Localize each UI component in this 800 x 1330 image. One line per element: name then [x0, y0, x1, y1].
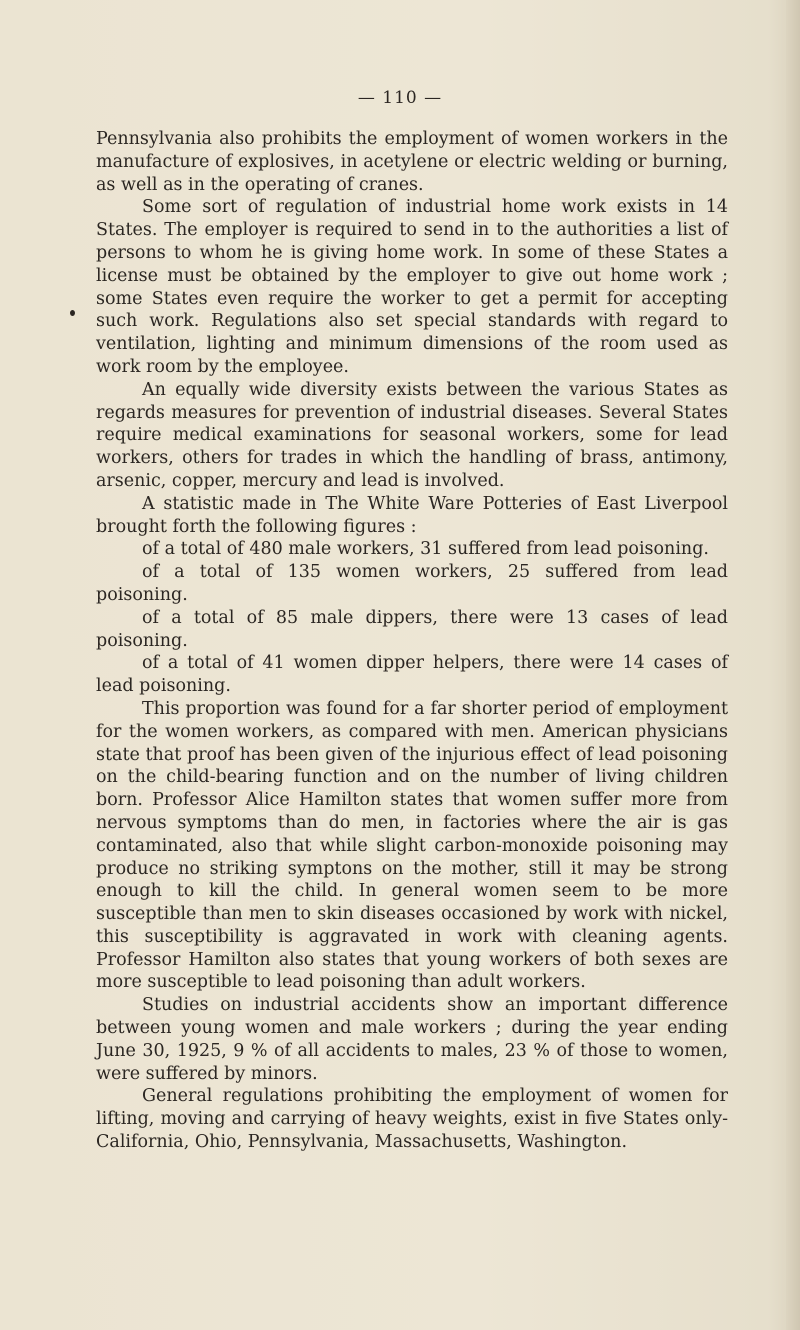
paragraph-statistic-intro: A statistic made in The White Ware Potteries of East Liverpool brought forth the following figures :	[96, 493, 728, 537]
statistic-item: of a total of 85 male dippers, there were 13 cases of lead poisoning.	[96, 607, 728, 651]
statistic-item: of a total of 135 women workers, 25 suffered from lead poisoning.	[96, 562, 728, 605]
page-number: — 110 —	[357, 88, 443, 108]
paragraph-accidents: Studies on industrial accidents show an important difference between young women and male workers ; during the year ending June 30, 1925, 9 % of all accidents to males, 23 % of those to women, were suffered by minors.	[96, 995, 728, 1084]
page-edge	[786, 0, 800, 1330]
paragraph-industrial-diseases: An equally wide diversity exists between the various States as regards measures for prevention of industrial diseases. Several States require medical examinations for seasonal workers, some for lead workers, others for trades in which the handling of brass, antimony, arsenic, copper, mercury and lead is involved.	[96, 379, 728, 491]
body-text	[96, 128, 728, 1154]
paragraph-explosives: Pennsylvania also prohibits the employment of women workers in the manufacture of explosives, in acetylene or electric welding or burning, as well as in the operating of cranes.	[96, 129, 728, 195]
paragraph-home-work: Some sort of regulation of industrial home work exists in 14 States. The employer is required to send in to the authorities a list of persons to whom he is giving home work. In some of these States a license must be obtained by the employer to give out home work ; some States even require the worker to get a permit for accepting such work. Regulations also set special standards with regard to ventilation, lighting and minimum dimensions of the room used as work room by the employee.	[96, 197, 728, 377]
margin-mark	[70, 310, 75, 316]
paragraph-heavy-weights: General regulations prohibiting the employment of women for lifting, moving and carrying of heavy weights, exist in five States only-California, Ohio, Pennsylvania, Massachusetts, Washington.	[96, 1086, 728, 1153]
statistic-item: of a total of 480 male workers, 31 suffered from lead poisoning.	[142, 539, 709, 560]
statistic-item: of a total of 41 women dipper helpers, there were 14 cases of lead poisoning.	[96, 653, 728, 697]
paragraph-proportion: This proportion was found for a far shorter period of employment for the women workers, as compared with men. American physicians state that proof has been given of the injurious effect of lead poisoning on the child-bearing function and on the number of living children born. Professor Alice Hamilton states that women suffer more from nervous symptoms than do men, in factories where the air is gas contaminated, also that while slight carbon-monoxide poisoning may produce no striking symptons on the mother, still it may be strong enough to kill the child. In general women seem to be more susceptible than men to skin diseases occasioned by work with nickel, this susceptibility is aggravated in work with cleaning agents. Professor Hamilton also states that young workers of both sexes are more susceptible to lead poisoning than adult workers.	[96, 698, 728, 993]
